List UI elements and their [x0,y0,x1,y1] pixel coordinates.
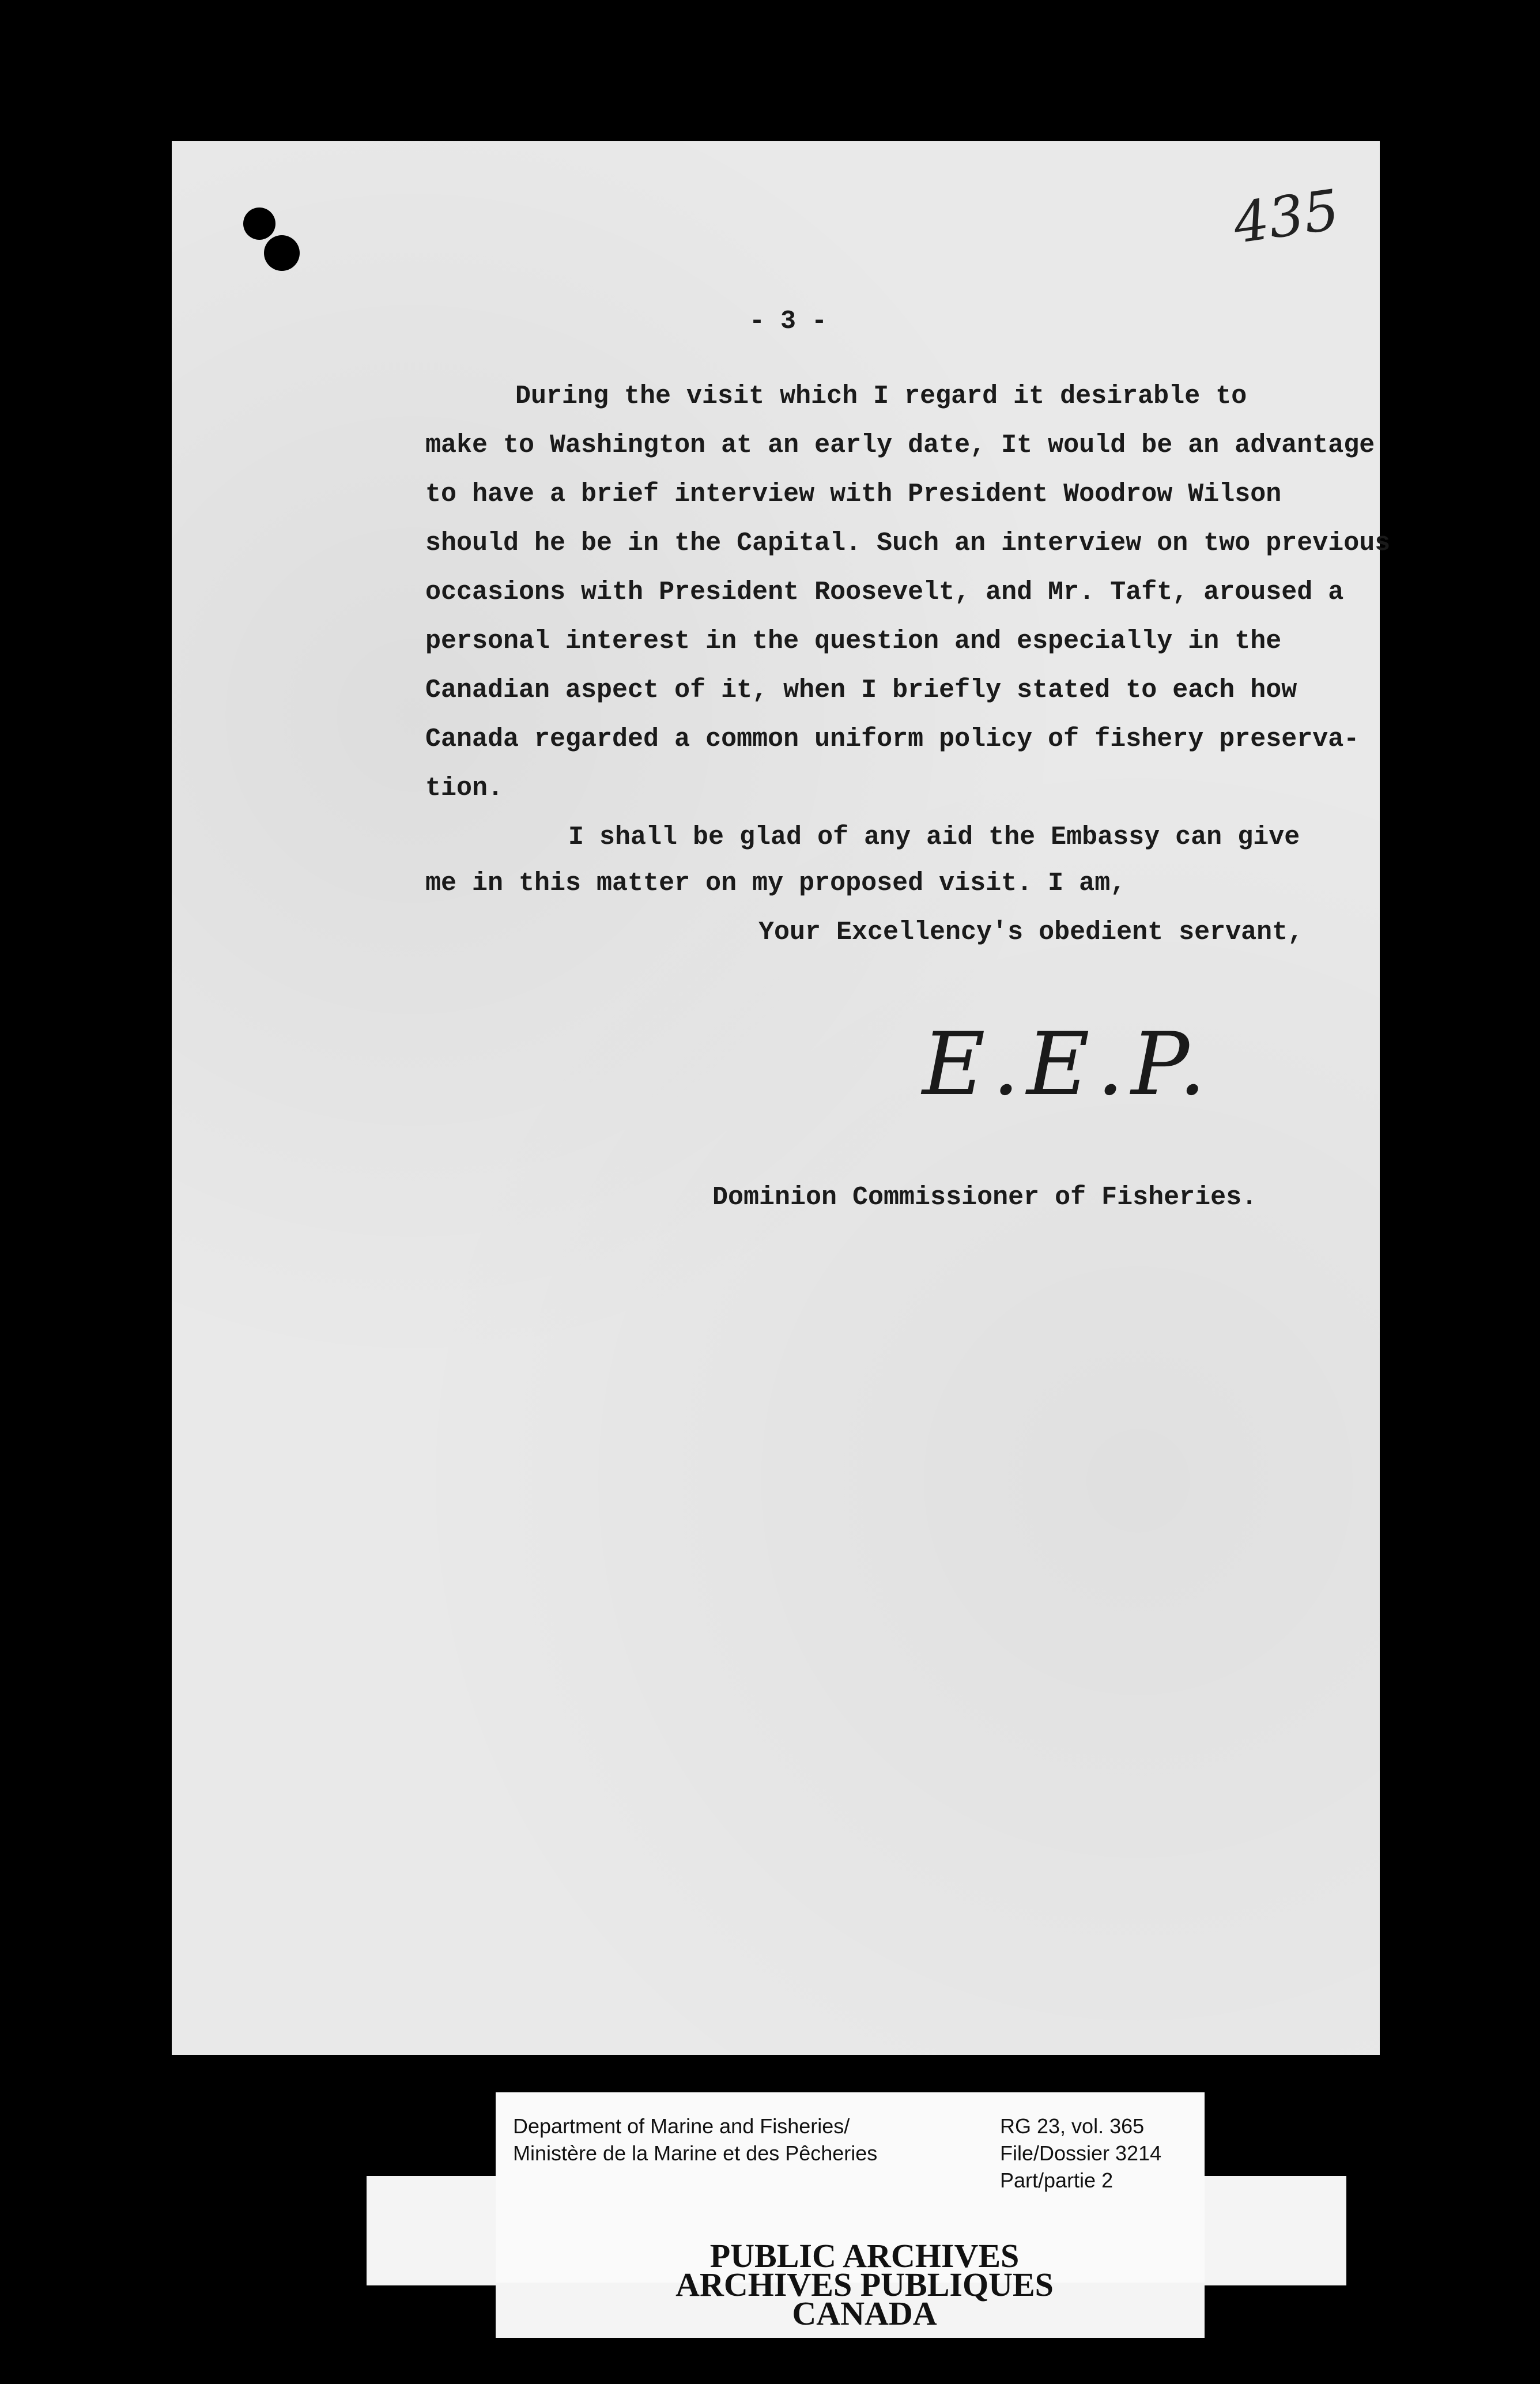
reference-file: File/Dossier 3214 [1000,2141,1162,2165]
page-number: - 3 - [749,307,828,336]
punch-hole-bottom [264,235,300,271]
body-line: occasions with President Roosevelt, and Mr. Taft, aroused a [425,578,1344,607]
folio-number: 435 [1229,177,1343,256]
department-en: Department of Marine and Fisheries/ [513,2114,850,2138]
body-line: tion. [425,774,504,803]
body-line: Canada regarded a common uniform policy of fishery preserva- [425,725,1360,754]
signatory-title: Dominion Commissioner of Fisheries. [712,1183,1258,1212]
department-fr: Ministère de la Marine et des Pêcheries [513,2141,878,2165]
archive-stamp-line3: CANADA [792,2295,937,2332]
closing-line: Your Excellency's obedient servant, [758,918,1304,947]
body-line: should he be in the Capital. Such an interview on two previous [425,529,1391,558]
body-line: Canadian aspect of it, when I briefly stated to each how [425,676,1297,705]
punch-hole-top [243,208,275,240]
body-line: I shall be glad of any aid the Embassy can give [568,823,1300,852]
body-line: personal interest in the question and especially in the [425,627,1282,656]
archive-stamp-line1: PUBLIC ARCHIVES [709,2237,1020,2274]
signature: E.E.P. [922,1014,1213,1115]
body-line: make to Washington at an early date, It would be an advantage [425,431,1375,460]
archive-stamp-line2: ARCHIVES PUBLIQUES [675,2266,1054,2303]
reference-part: Part/partie 2 [1000,2168,1114,2192]
body-line: to have a brief interview with President Woodrow Wilson [425,480,1282,509]
body-line: During the visit which I regard it desirable to [515,382,1247,411]
reference-rg: RG 23, vol. 365 [1000,2114,1145,2138]
body-line: me in this matter on my proposed visit. I am, [425,869,1126,898]
